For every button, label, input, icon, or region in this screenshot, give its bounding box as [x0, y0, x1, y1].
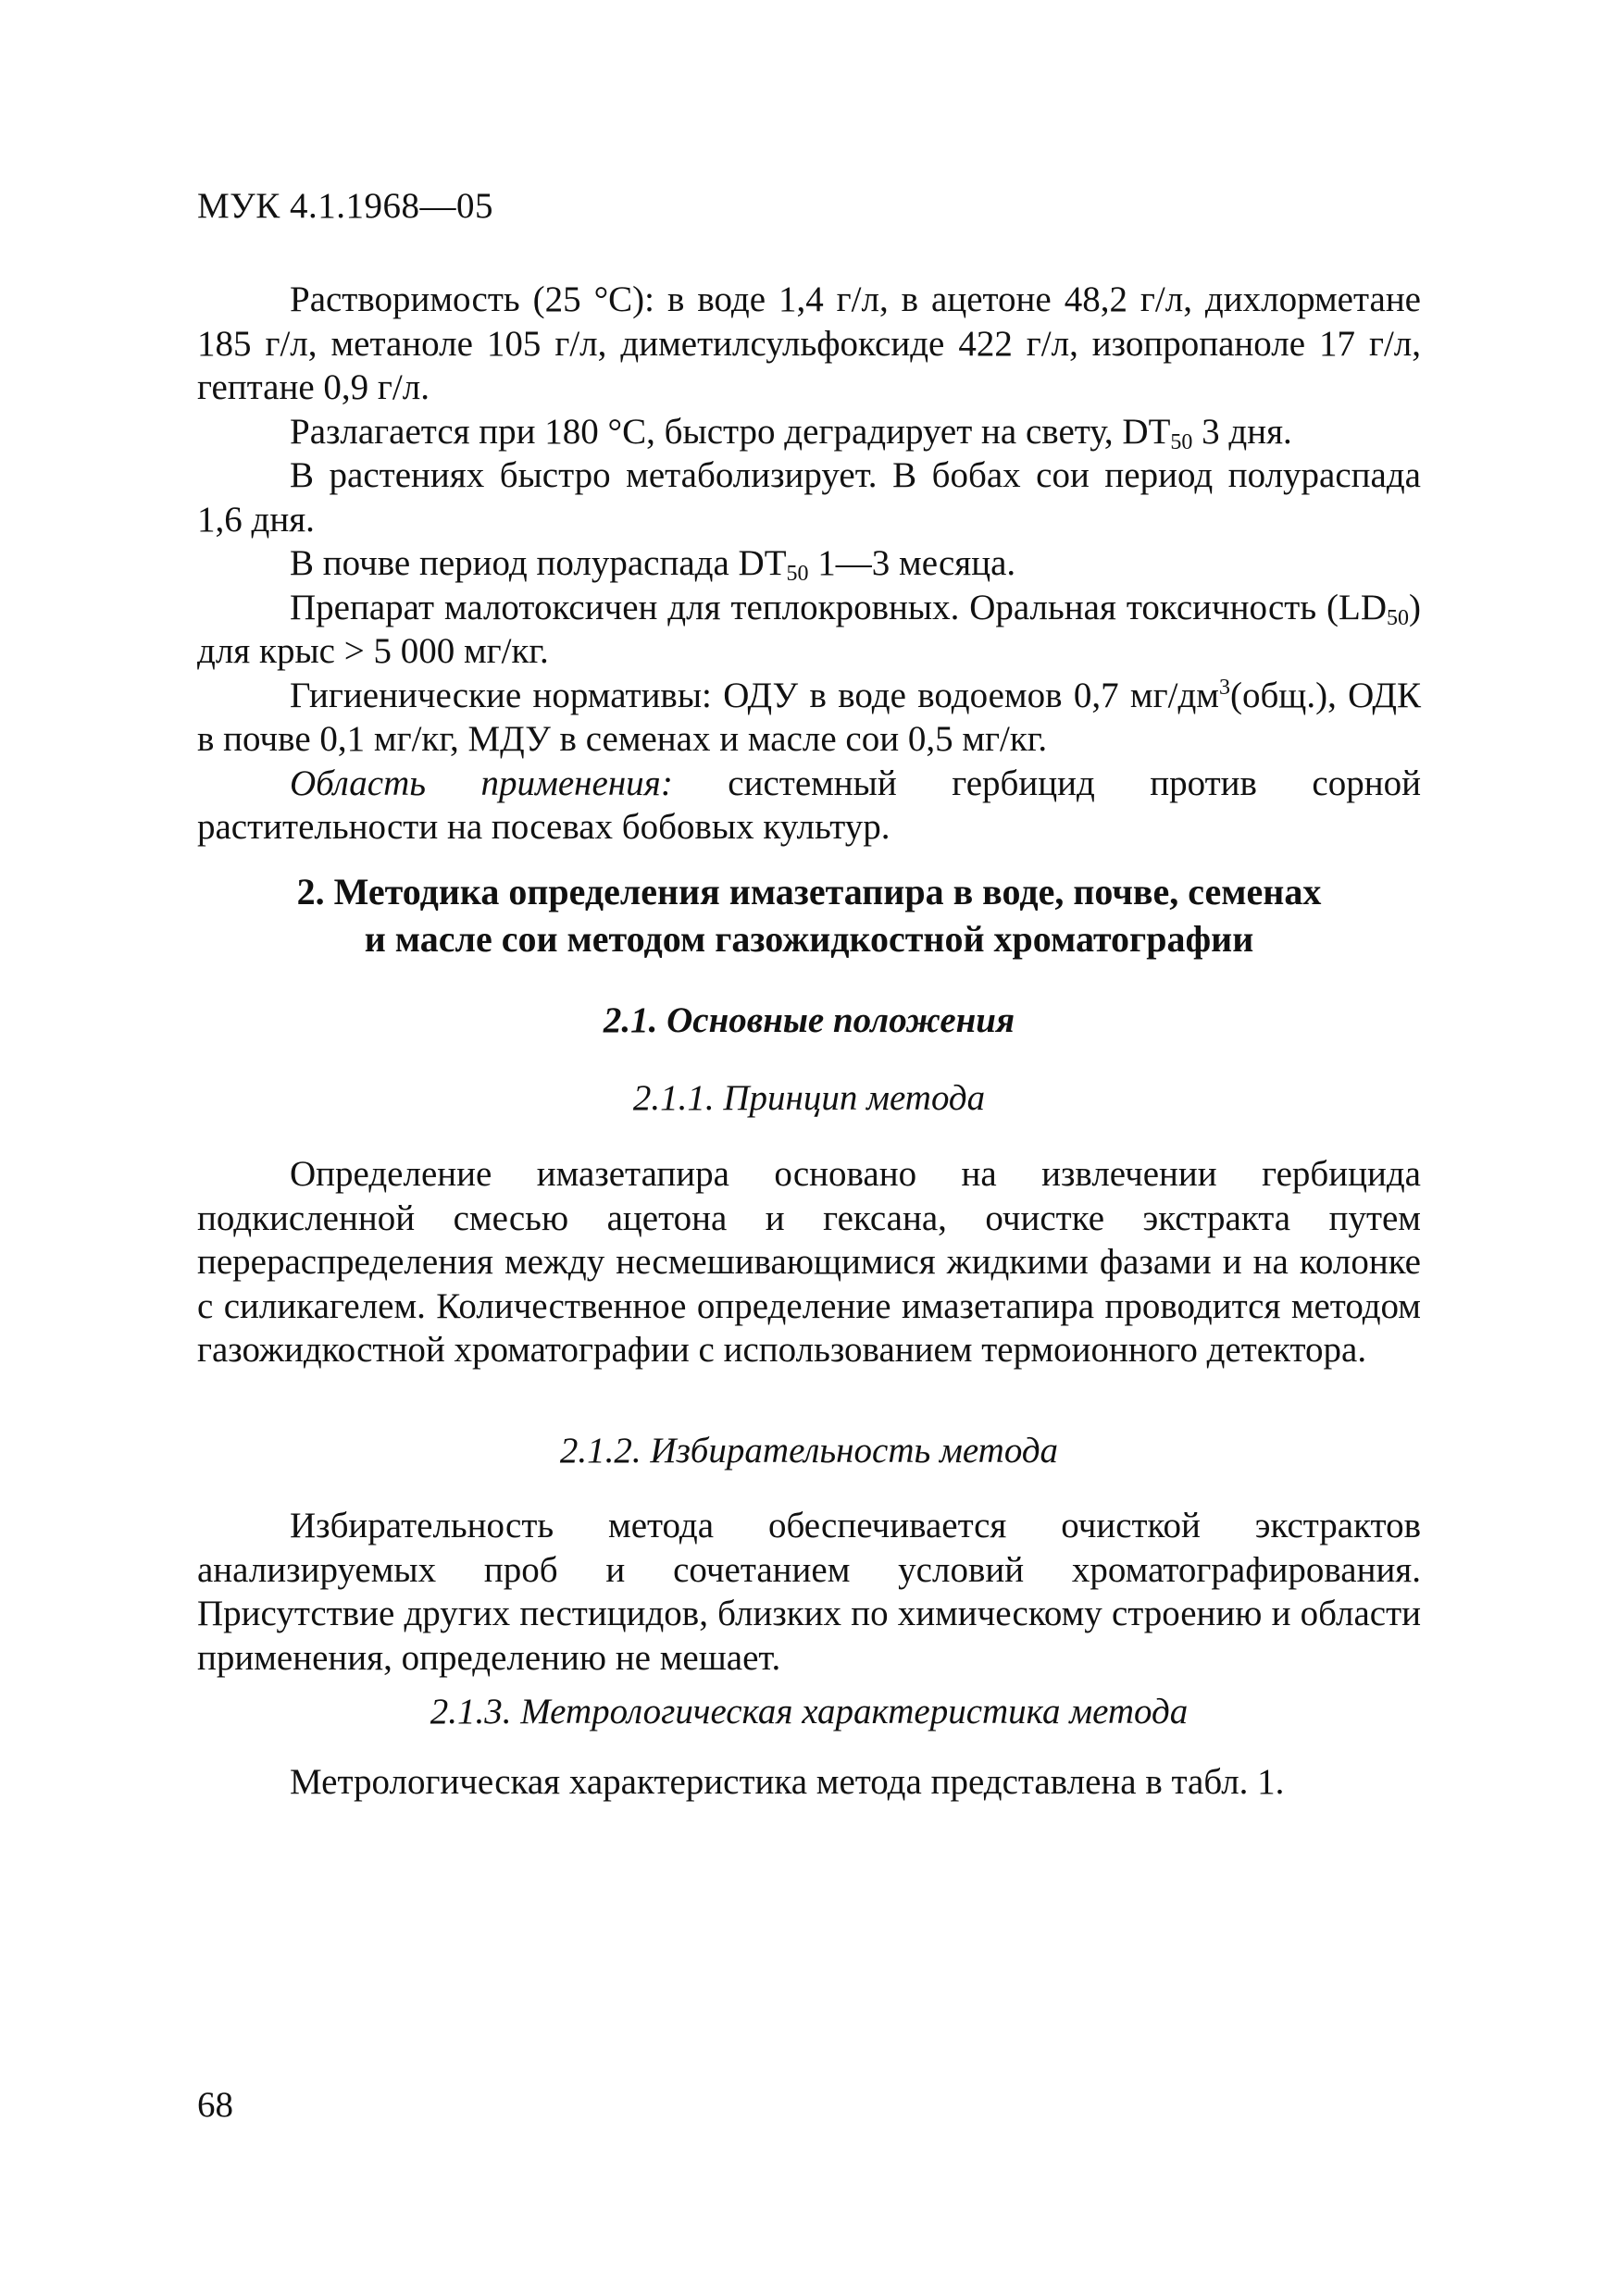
- metrology-paragraph: Метрологическая характеристика метода представлена в табл. 1.: [290, 1762, 1285, 1802]
- page-number: 68: [197, 2085, 233, 2125]
- metrology-block: [197, 1760, 1421, 1805]
- subsection-2-1-3-heading: 2.1.3. Метрологическая характеристика метода: [430, 1692, 1189, 1731]
- intro-block: [197, 278, 1421, 850]
- section-2-heading: 2. Методика определения имазетапира в воде, почве, семенах и масле сои методом газожидкостной хроматографии: [296, 871, 1322, 960]
- subsection-2-1-heading: 2.1. Основные положения: [603, 1000, 1015, 1040]
- norms-paragraph: Гигиенические нормативы: ОДУ в воде водоемов 0,7 $мг/дм^3(общ.)$, ОДК в почве 0,1 мг/кг, МДУ в семенах и масле сои 0,5 мг/кг.: [197, 675, 1421, 759]
- soil-paragraph: В почве период полураспада $DT_{50}$ 1—3 месяца.: [290, 543, 1016, 586]
- solubility-paragraph: Растворимость (25 °С): в воде 1,4 г/л, в ацетоне 48,2 г/л, дихлорметане 185 г/л, метаноле 105 г/л, диметилсульфоксиде 422 г/л, изопропаноле 17 г/л, гептане 0,9 г/л.: [197, 279, 1421, 407]
- selectivity-paragraph: Избирательность метода обеспечивается очисткой экстрактов анализируемых проб и сочетанием условий хроматографирования. Присутствие других пестицидов, близких по химическому строению и области применения, определению не мешает.: [197, 1506, 1421, 1678]
- scope-label: Область применения:: [290, 763, 673, 803]
- scope-paragraph: Область применения: системный гербицид против сорной растительности на посевах бобовых культур.: [197, 763, 1421, 847]
- decomposition-paragraph: Разлагается при 180 °С, быстро деградирует на свету, $DT_{50}$ 3 дня.: [290, 411, 1292, 454]
- toxicity-paragraph: Препарат малотоксичен для теплокровных. Оральная токсичность $(LD_{50})$ для крыс > 5 000 мг/кг.: [197, 587, 1421, 671]
- principle-paragraph: Определение имазетапира основано на извлечении гербицида подкисленной смесью ацетона и гексана, очистке экстракта путем перераспределения между несмешивающимися жидкими фазами и на колонке с силикагелем. Количественное определение имазетапира проводится методом газожидкостной хроматографии с использованием термоионного детектора.: [197, 1154, 1421, 1370]
- principle-block: [197, 1152, 1421, 1372]
- subsection-2-1-1-heading: 2.1.1. Принцип метода: [632, 1078, 986, 1118]
- plants-paragraph: В растениях быстро метаболизирует. В бобах сои период полураспада 1,6 дня.: [197, 455, 1421, 540]
- subsection-2-1-2-heading: 2.1.2. Избирательность метода: [559, 1431, 1059, 1471]
- selectivity-block: [197, 1504, 1421, 1680]
- running-header: МУК 4.1.1968—05: [197, 186, 494, 226]
